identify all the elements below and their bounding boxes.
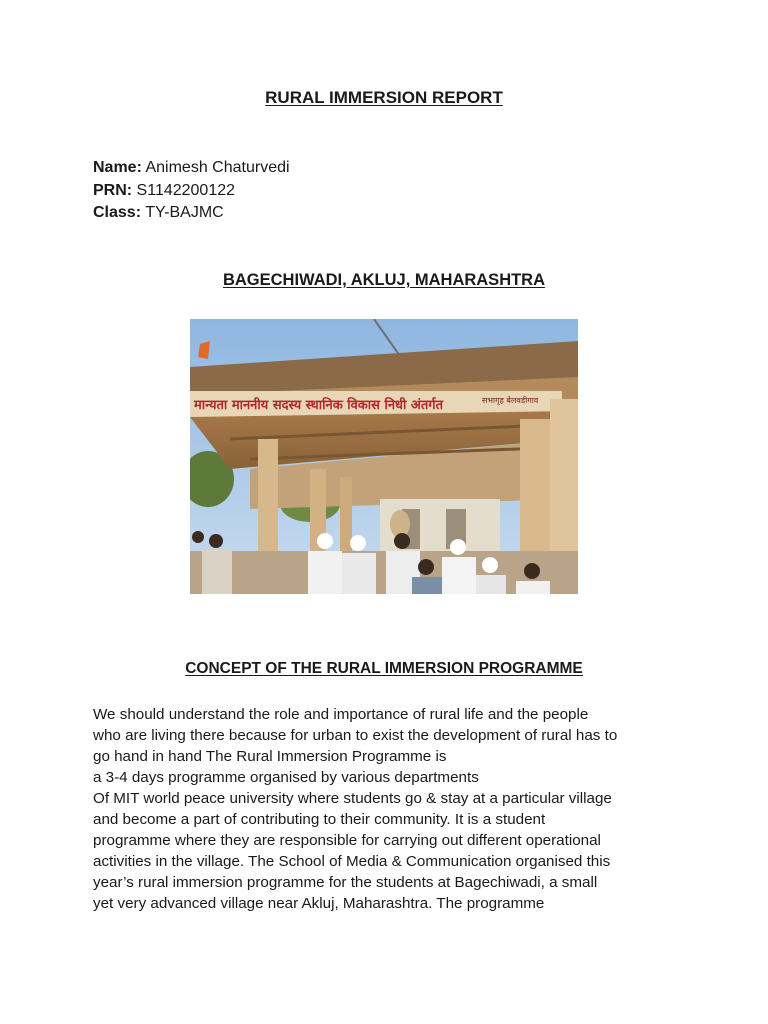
village-photo (190, 319, 578, 594)
paragraph-line: year’s rural immersion programme for the students at Bagechiwadi, a small (93, 874, 598, 891)
location-heading: BAGECHIWADI, AKLUJ, MAHARASHTRA (222, 271, 546, 289)
paragraph-line: We should understand the role and importance of rural life and the people (93, 706, 589, 723)
banner-text: मान्यता माननीय सदस्य स्थानिक विकास निधी अंतर्गत (194, 398, 444, 413)
report-title: RURAL IMMERSION REPORT (265, 88, 503, 107)
student-info (93, 157, 290, 225)
info-prn-value: S1142200122 (132, 181, 236, 199)
paragraph-line: and become a part of contributing to their community. It is a student (93, 811, 546, 828)
info-prn-label: PRN: (93, 181, 133, 199)
info-name-label: Name: (93, 159, 142, 176)
paragraph-line: yet very advanced village near Akluj, Maharashtra. The programme (93, 895, 545, 912)
info-class-value: TY-BAJMC (141, 204, 224, 221)
paragraph-line: Of MIT world peace university where students go & stay at a particular village (93, 790, 612, 807)
paragraph-line: a 3-4 days programme organised by various departments (93, 769, 479, 786)
paragraph-line: who are living there because for urban to exist the development of rural has to (93, 727, 618, 744)
info-prn-row (93, 180, 290, 203)
banner-side-text: सभागृह बेलवडीगाव (482, 396, 539, 405)
info-class-row (93, 202, 290, 225)
concept-heading: CONCEPT OF THE RURAL IMMERSION PROGRAMME (185, 660, 583, 677)
info-name-row (93, 157, 290, 180)
paragraph-line: programme where they are responsible for carrying out different operational (93, 832, 601, 849)
concept-paragraph (93, 704, 693, 914)
paragraph-line: activities in the village. The School of Media & Communication organised this (93, 853, 611, 870)
info-class-label: Class: (93, 204, 142, 221)
info-name-value: Animesh Chaturvedi (141, 159, 290, 176)
paragraph-line: go hand in hand The Rural Immersion Programme is (93, 748, 447, 765)
